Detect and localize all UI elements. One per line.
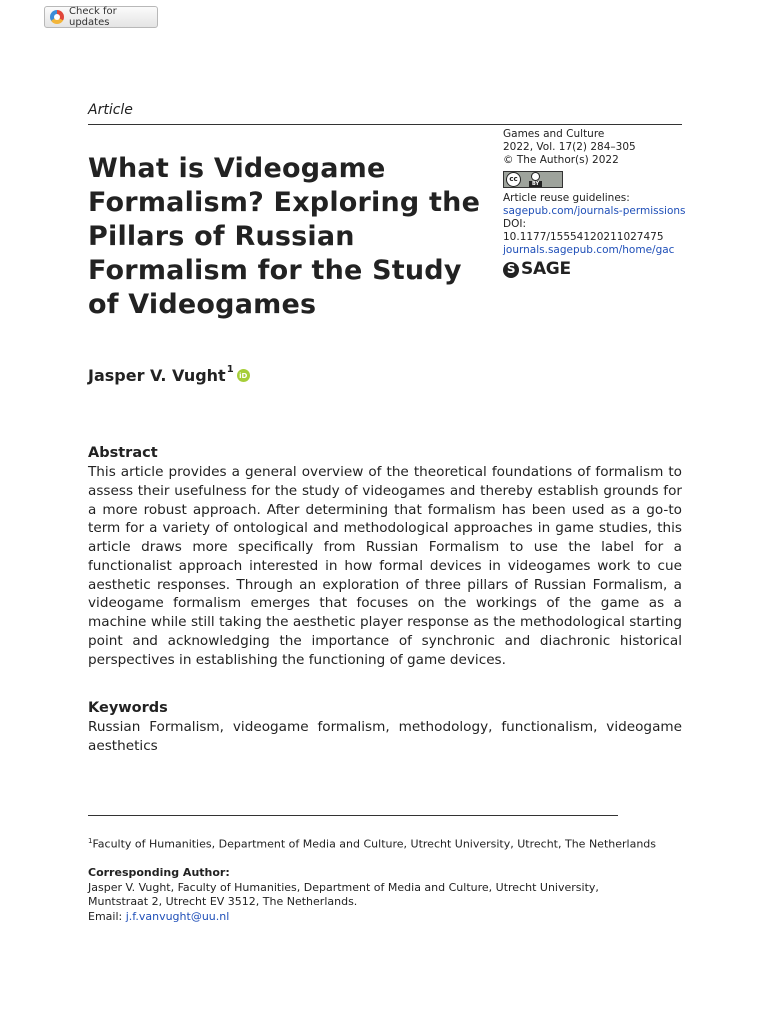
by-label: BY [529,181,542,187]
article-type-label: Article [88,102,133,118]
corresponding-author-line-1: Jasper V. Vught, Faculty of Humanities, Department of Media and Culture, Utrecht University, [88,880,599,894]
footnote-divider [88,815,618,816]
sage-wordmark: SAGE [521,259,571,280]
journal-home-link[interactable]: journals.sagepub.com/home/gac [503,244,675,257]
reuse-guidelines-label: Article reuse guidelines: [503,191,630,204]
article-title: What is Videogame Formalism? Exploring the Pillars of Russian Formalism for the Study of Videogames [88,153,481,320]
affiliation-marker: 1 [226,364,234,375]
check-for-updates-label: Check for updates [69,6,117,28]
sage-logo [503,259,688,280]
sage-s-icon: S [503,262,519,278]
copyright-line: © The Author(s) 2022 [503,154,619,167]
affiliation-text: Faculty of Humanities, Department of Media and Culture, Utrecht University, Utrecht, The Netherlands [92,837,656,851]
abstract-text: This article provides a general overview of the theoretical foundations of formalism to assess their usefulness for the study of videogames and thereby establish grounds for a more robust approach. After determining that formalism has been used as a go-to term for a variety of ontological and methodological approaches in game studies, this article draws more specifically from Russian Formalism to use the label for a functionalist approach interested in how formal devices in videogames work to cue aesthetic responses. Through an exploration of three pillars of Russian Formalism, a videogame formalism emerges that focuses on the workings of the game as a machine while still taking the aesthetic player response as the methodological starting point and acknowledging the importance of synchronic and diachronic historical perspectives in establishing the functioning of game devices. [88,464,682,668]
abstract-heading: Abstract [88,445,158,461]
email-line [88,910,688,925]
check-for-updates-button[interactable] [44,6,158,28]
corresponding-author-line-2: Muntstraat 2, Utrecht EV 3512, The Netherlands. [88,895,358,908]
doi-line: DOI: 10.1177/15554120211027475 [503,218,664,244]
keywords-text: Russian Formalism, videogame formalism, methodology, functionalism, videogame aesthetics [88,719,682,754]
email-link[interactable]: j.f.vanvught@uu.nl [125,909,230,923]
journal-name: Games and Culture [503,128,605,140]
attribution-icon [529,172,542,187]
permissions-link[interactable]: sagepub.com/journals-permissions [503,204,686,217]
keywords-heading: Keywords [88,700,168,716]
author-name: Jasper V. Vught [88,366,226,385]
affiliation-footnote-marker: 1 [88,837,93,845]
cc-by-license-badge[interactable] [503,171,563,188]
corresponding-author-block [88,866,688,924]
cc-icon: cc [506,172,521,187]
orcid-icon[interactable]: iD [237,369,250,382]
corresponding-author-heading: Corresponding Author: [88,866,230,879]
journal-meta [503,128,688,278]
author-line [88,366,250,385]
header-divider [88,124,682,125]
email-label: Email: [88,909,126,923]
crossmark-icon [50,10,64,24]
volume-info: 2022, Vol. 17(2) 284–305 [503,141,636,154]
person-icon [531,172,540,181]
affiliation-footnote [88,834,688,852]
